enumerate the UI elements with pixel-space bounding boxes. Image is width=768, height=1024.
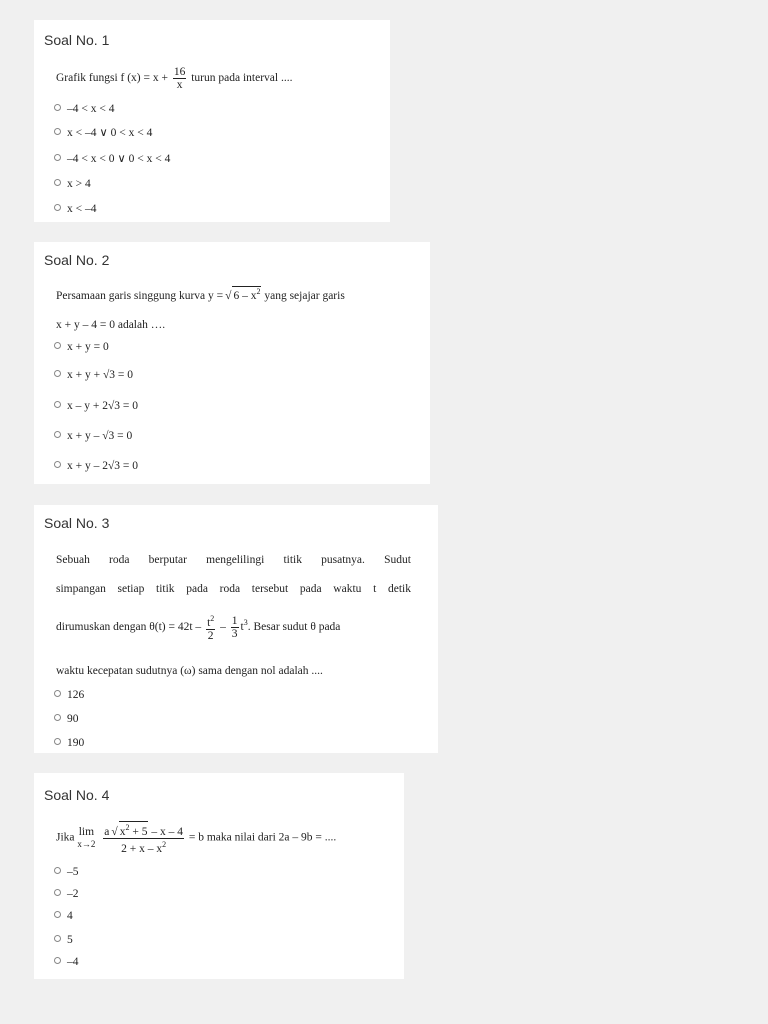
fraction: [103, 821, 184, 855]
option-label: –2: [67, 888, 79, 900]
radio-button[interactable]: [54, 867, 61, 874]
option-label: –4 < x < 0 ∨ 0 < x < 4: [67, 153, 171, 165]
question-text: [56, 66, 292, 91]
radicand-exponent: 2: [125, 823, 130, 832]
question-card-1: [34, 20, 390, 222]
radio-button[interactable]: [54, 957, 61, 964]
word: roda: [109, 554, 130, 566]
option-3[interactable]: [54, 909, 73, 923]
limit-label: lim: [78, 825, 95, 838]
fraction-denominator: x: [176, 79, 183, 91]
word: titik: [283, 554, 302, 566]
radio-button[interactable]: [54, 738, 61, 745]
option-5[interactable]: [54, 202, 97, 216]
option-label: x – y + 2√3 = 0: [67, 400, 139, 412]
option-2[interactable]: [54, 712, 79, 726]
radio-button[interactable]: [54, 104, 61, 111]
option-3[interactable]: [54, 152, 170, 166]
word: Sudut: [384, 554, 411, 566]
fraction: [231, 615, 239, 640]
option-4[interactable]: [54, 429, 132, 443]
option-label: –4: [67, 956, 79, 968]
question-text: [56, 821, 336, 855]
denominator-text: 2 + x – x: [121, 842, 163, 855]
word: simpangan: [56, 583, 106, 595]
word: t: [373, 583, 377, 595]
radicand-var: x: [119, 825, 126, 838]
option-label: –5: [67, 866, 79, 878]
variable-t: t: [240, 621, 244, 634]
option-label: x < –4: [67, 203, 97, 215]
question-text-pre: dirumuskan dengan θ(t) = 42t –: [56, 621, 202, 634]
word: waktu: [333, 583, 362, 595]
option-2[interactable]: [54, 887, 79, 901]
question-text-post: . Besar sudut θ pada: [247, 621, 341, 634]
fraction: [206, 613, 215, 642]
question-title: Soal No. 2: [44, 252, 110, 268]
radio-button[interactable]: [54, 461, 61, 468]
question-text-pre: Jika: [56, 831, 75, 844]
option-5[interactable]: [54, 459, 138, 473]
option-label: 4: [67, 910, 73, 922]
option-3[interactable]: [54, 399, 138, 413]
word: mengelilingi: [206, 554, 265, 566]
radio-button[interactable]: [54, 128, 61, 135]
option-label: x > 4: [67, 178, 91, 190]
denominator-exponent: 2: [162, 839, 167, 849]
word: roda: [219, 583, 241, 595]
radio-button[interactable]: [54, 935, 61, 942]
question-text-pre: Persamaan garis singgung kurva: [56, 289, 206, 302]
question-text-post: turun pada interval ....: [191, 72, 293, 85]
question-card-4: [34, 773, 404, 979]
radicand: [119, 821, 149, 838]
numerator-exponent: 2: [210, 614, 215, 623]
option-4[interactable]: [54, 177, 91, 191]
question-text-line-2: x + y – 4 = 0 adalah ….: [56, 319, 166, 331]
fraction-numerator: [206, 613, 215, 630]
option-label: 126: [67, 689, 85, 701]
exponent: 3: [243, 618, 248, 628]
option-2[interactable]: [54, 126, 152, 140]
question-text-line-2: [56, 583, 411, 595]
curve-lhs: y =: [208, 289, 224, 302]
word: detik: [387, 583, 411, 595]
question-text-pre: Grafik fungsi f (x) = x +: [56, 72, 168, 85]
radicand-text: 6 – x: [233, 289, 257, 302]
question-title: Soal No. 1: [44, 32, 110, 48]
option-label: 5: [67, 934, 73, 946]
option-label: x + y – √3 = 0: [67, 430, 133, 442]
radio-button[interactable]: [54, 690, 61, 697]
radio-button[interactable]: [54, 431, 61, 438]
fraction: [173, 66, 187, 91]
radio-button[interactable]: [54, 401, 61, 408]
radio-button[interactable]: [54, 154, 61, 161]
radicand-exponent: 2: [256, 287, 261, 296]
limit-operator: [77, 826, 95, 850]
radio-button[interactable]: [54, 342, 61, 349]
word: pada: [299, 583, 322, 595]
option-3[interactable]: [54, 736, 84, 750]
option-label: 90: [67, 713, 79, 725]
minus-sign: –: [220, 621, 226, 634]
radio-button[interactable]: [54, 889, 61, 896]
question-text-post: yang sejajar garis: [264, 289, 345, 302]
fraction-numerator: [103, 821, 184, 839]
option-4[interactable]: [54, 933, 73, 947]
option-label: x + y = 0: [67, 341, 109, 353]
radicand-rest: + 5: [132, 825, 148, 838]
word: pusatnya.: [321, 554, 365, 566]
sqrt-symbol: √: [111, 825, 118, 838]
option-label: 190: [67, 737, 85, 749]
question-text-post: = b maka nilai dari 2a – 9b = ....: [188, 831, 337, 844]
question-text-line-1: [56, 286, 345, 302]
fraction-denominator: 2: [207, 629, 214, 642]
word: pada: [186, 583, 208, 595]
word: berputar: [148, 554, 187, 566]
limit-subscript: x→2: [77, 838, 96, 849]
radio-button[interactable]: [54, 370, 61, 377]
radicand: [232, 286, 261, 302]
option-label: x + y + √3 = 0: [67, 369, 134, 381]
question-card-3: [34, 505, 438, 753]
word: tersebut: [251, 583, 289, 595]
option-1[interactable]: [54, 340, 109, 354]
numerator-rest: – x – 4: [151, 825, 183, 838]
fraction-numerator: 16: [173, 66, 186, 78]
option-label: x < –4 ∨ 0 < x < 4: [67, 127, 153, 139]
radio-button[interactable]: [54, 204, 61, 211]
option-label: x + y – 2√3 = 0: [67, 460, 139, 472]
sqrt-symbol: √: [225, 289, 232, 302]
option-label: –4 < x < 4: [67, 103, 115, 115]
fraction-denominator: [120, 839, 167, 855]
question-text-line-1: [56, 554, 411, 566]
coefficient-a: a: [104, 825, 110, 838]
fraction-numerator: 1: [231, 614, 238, 627]
question-card-2: [34, 242, 430, 484]
option-1[interactable]: [54, 688, 84, 702]
option-1[interactable]: [54, 865, 79, 879]
option-1[interactable]: [54, 102, 114, 116]
word: Sebuah: [56, 554, 90, 566]
question-text-line-3: [56, 613, 340, 642]
radio-button[interactable]: [54, 911, 61, 918]
radio-button[interactable]: [54, 179, 61, 186]
option-5[interactable]: [54, 955, 79, 969]
radio-button[interactable]: [54, 714, 61, 721]
word: setiap: [117, 583, 145, 595]
fraction-denominator: 3: [231, 627, 238, 640]
word: titik: [156, 583, 175, 595]
question-title: Soal No. 4: [44, 787, 110, 803]
question-text-line-4: waktu kecepatan sudutnya (ω) sama dengan nol adalah ....: [56, 665, 323, 677]
option-2[interactable]: [54, 368, 133, 382]
question-title: Soal No. 3: [44, 515, 110, 531]
numerator-text: t: [207, 616, 211, 629]
